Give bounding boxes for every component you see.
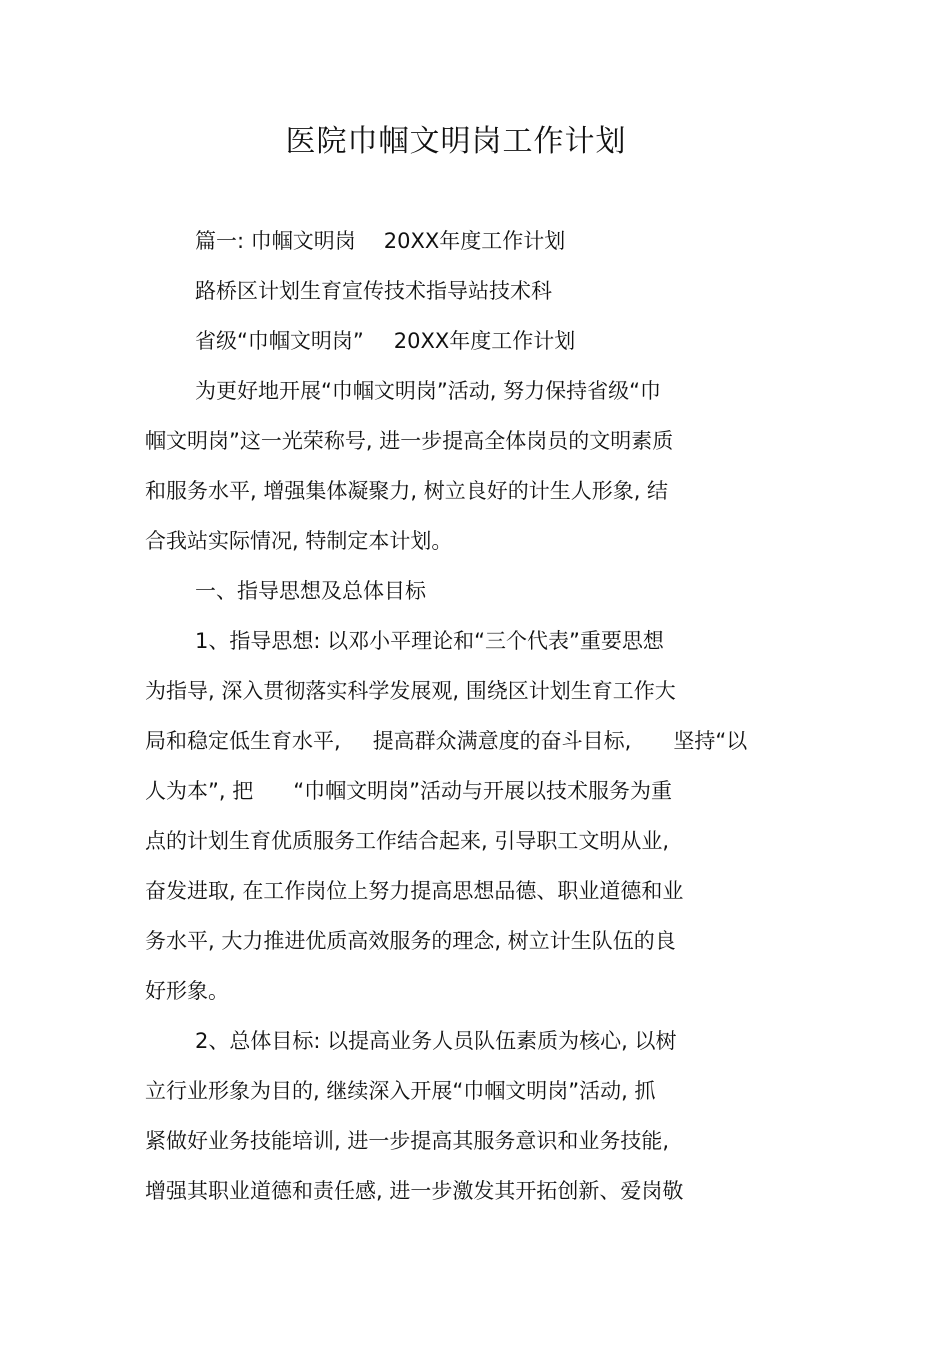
paragraph-line <box>145 976 229 1006</box>
paragraph-line <box>145 426 673 456</box>
document-title: 医院巾帼文明岗工作计划 <box>285 124 627 159</box>
line-segment: 20XX年度工作计划 <box>383 229 566 253</box>
line-segment: 紧做好业务技能培训, 进一步提高其服务意识和业务技能, <box>145 1129 670 1153</box>
paragraph-line <box>195 626 664 656</box>
paragraph-line <box>195 326 575 356</box>
paragraph-line <box>145 476 668 506</box>
paragraph-line <box>145 1126 669 1156</box>
section-heading <box>195 576 426 606</box>
line-segment: 立行业形象为目的, 继续深入开展“巾帼文明岗”活动, 抓 <box>145 1079 656 1103</box>
line-segment: “巾帼文明岗”活动与开展以技术服务为重 <box>293 779 672 803</box>
paragraph-line <box>195 1026 676 1056</box>
paragraph-line <box>145 1176 683 1206</box>
line-segment: 为更好地开展“巾帼文明岗”活动, 努力保持省级“巾 <box>195 379 661 403</box>
line-segment: 奋发进取, 在工作岗位上努力提高思想品德、职业道德和业 <box>145 879 684 903</box>
paragraph-line <box>195 226 565 256</box>
paragraph-line <box>195 276 552 306</box>
paragraph-line <box>145 876 683 906</box>
paragraph-line <box>145 1076 655 1106</box>
line-segment: 坚持“以 <box>673 729 748 753</box>
paragraph-line <box>145 676 676 706</box>
line-segment: 务水平, 大力推进优质高效服务的理念, 树立计生队伍的良 <box>145 929 676 953</box>
line-segment: 一、指导思想及总体目标 <box>195 579 426 603</box>
line-segment: 为指导, 深入贯彻落实科学发展观, 围绕区计划生育工作大 <box>145 679 676 703</box>
line-segment: 路桥区计划生育宣传技术指导站技术科 <box>195 279 552 303</box>
line-segment: 2、总体目标: 以提高业务人员队伍素质为核心, 以树 <box>195 1029 677 1053</box>
line-segment: 局和稳定低生育水平, <box>145 729 341 753</box>
line-segment: 20XX年度工作计划 <box>393 329 576 353</box>
line-segment: 帼文明岗”这一光荣称号, 进一步提高全体岗员的文明素质 <box>145 429 674 453</box>
line-segment: 好形象。 <box>145 979 229 1003</box>
line-segment: 人为本”, 把 <box>145 779 254 803</box>
line-segment: 提高群众满意度的奋斗目标, <box>372 729 632 753</box>
line-segment: 和服务水平, 增强集体凝聚力, 树立良好的计生人形象, 结 <box>145 479 669 503</box>
line-segment: 点的计划生育优质服务工作结合起来, 引导职工文明从业, <box>145 829 670 853</box>
paragraph-line <box>145 826 669 856</box>
line-segment: 增强其职业道德和责任感, 进一步激发其开拓创新、爱岗敬 <box>145 1179 684 1203</box>
paragraph-line <box>145 726 747 756</box>
line-segment: 1、指导思想: 以邓小平理论和“三个代表”重要思想 <box>195 629 664 653</box>
paragraph-line <box>145 526 452 556</box>
line-segment: 篇一: 巾帼文明岗 <box>195 229 356 253</box>
line-segment: 合我站实际情况, 特制定本计划。 <box>145 529 453 553</box>
line-segment: 省级“巾帼文明岗” <box>195 329 364 353</box>
paragraph-line <box>145 926 676 956</box>
paragraph-line <box>195 376 661 406</box>
paragraph-line <box>145 776 672 806</box>
